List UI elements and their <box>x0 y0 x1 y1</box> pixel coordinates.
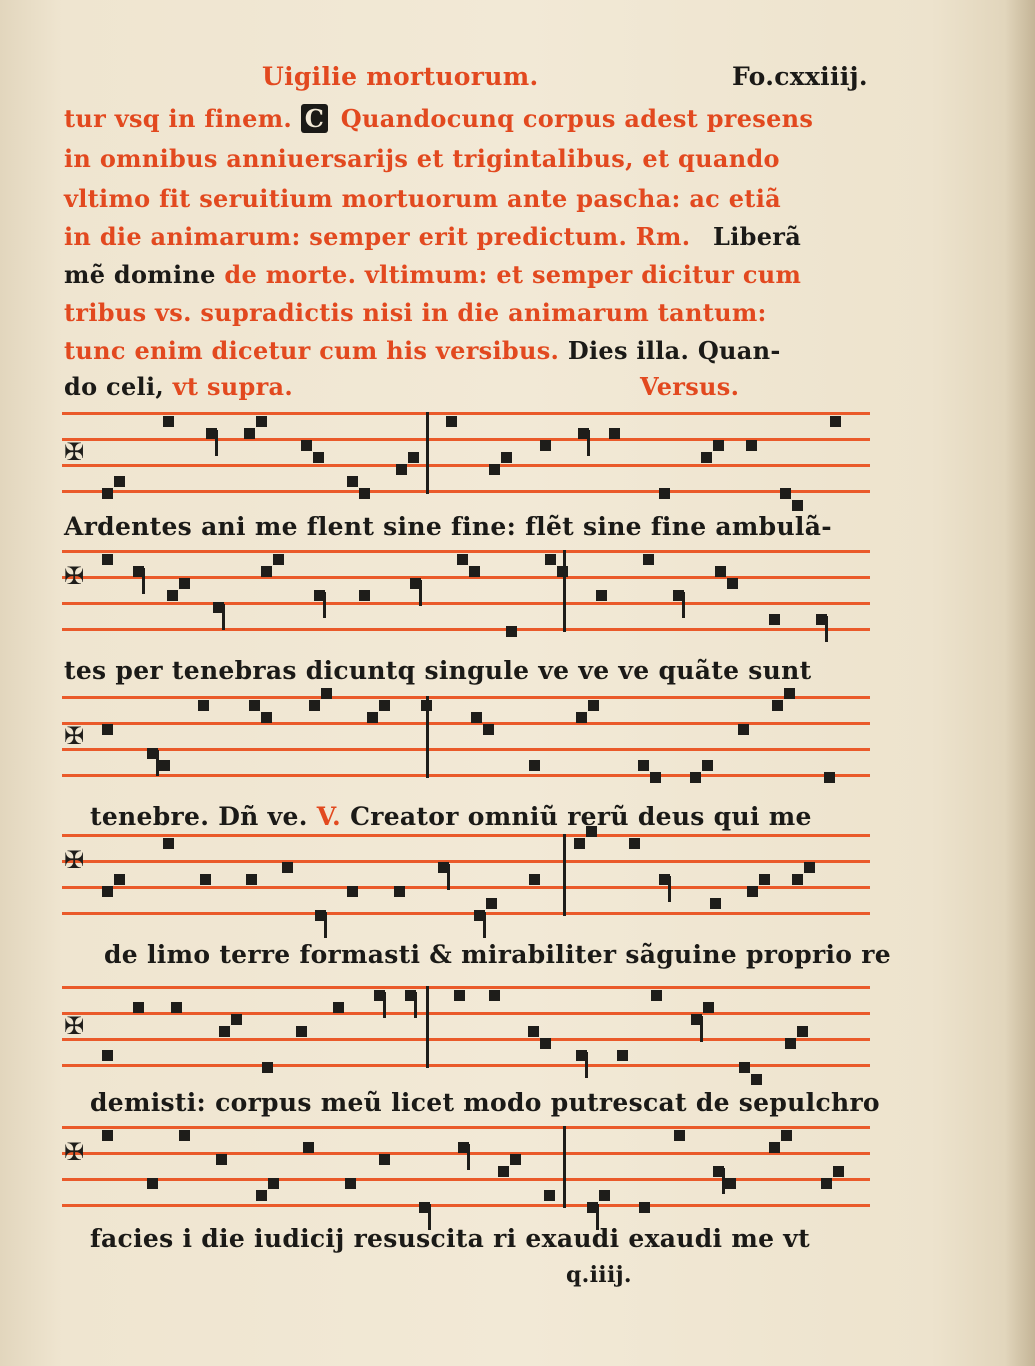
neume-note <box>198 700 209 711</box>
neume-note <box>102 886 113 897</box>
neume-note <box>529 874 540 885</box>
neume-note <box>347 886 358 897</box>
neume-note <box>309 700 320 711</box>
neume-note <box>171 1002 182 1013</box>
neume-note <box>394 886 405 897</box>
rubric-line-1-rest: Quandocunq corpus adest presens <box>340 104 814 133</box>
neume-note <box>102 488 113 499</box>
neume-note <box>739 1062 750 1073</box>
note-stem <box>383 992 386 1018</box>
bar-line <box>563 834 566 916</box>
neume-note <box>792 500 803 511</box>
neume-note <box>268 1178 279 1189</box>
staff-line <box>62 748 870 751</box>
staff-line <box>62 1178 870 1181</box>
neume-note <box>333 1002 344 1013</box>
neume-note <box>710 898 721 909</box>
neume-note <box>833 1166 844 1177</box>
neume-note <box>701 452 712 463</box>
neume-note <box>747 886 758 897</box>
note-stem <box>419 580 422 606</box>
neume-note <box>159 760 170 771</box>
staff-line <box>62 1012 870 1015</box>
rubric-line-4 <box>64 222 801 251</box>
folio-number: Fo.cxxiiij. <box>732 62 868 91</box>
neume-note <box>769 614 780 625</box>
neume-note <box>483 724 494 735</box>
neume-note <box>544 1190 555 1201</box>
staff-line <box>62 912 870 915</box>
neume-note <box>256 416 267 427</box>
neume-note <box>454 990 465 1001</box>
neume-note <box>379 1154 390 1165</box>
neume-note <box>179 578 190 589</box>
staff-line <box>62 490 870 493</box>
neume-note <box>650 772 661 783</box>
neume-note <box>200 874 211 885</box>
staff-line <box>62 1126 870 1129</box>
note-stem <box>142 568 145 594</box>
bar-line <box>426 696 429 778</box>
neume-note <box>379 700 390 711</box>
rubric-line-3: vltimo fit seruitium mortuorum ante pascha: ac etiã <box>64 184 781 213</box>
running-title: Uigilie mortuorum. <box>262 62 539 91</box>
neume-note <box>345 1178 356 1189</box>
neume-note <box>830 416 841 427</box>
staff-line <box>62 464 870 467</box>
neume-note <box>262 1062 273 1073</box>
bar-line <box>563 1126 566 1208</box>
neume-note <box>690 772 701 783</box>
rubric-line-7-red: tunc enim dicetur cum his versibus. <box>64 336 560 365</box>
note-stem <box>682 592 685 618</box>
rubric-line-8 <box>64 372 293 401</box>
staff-line <box>62 986 870 989</box>
lyric-line-4: de limo terre formasti & mirabiliter sãguine proprio re <box>104 940 891 969</box>
neume-note <box>359 590 370 601</box>
note-stem <box>700 1016 703 1042</box>
decorated-initial: C <box>301 104 328 133</box>
neume-note <box>599 1190 610 1201</box>
neume-note <box>489 990 500 1001</box>
rubric-line-7-black: Dies illa. Quan- <box>567 336 781 365</box>
lyric-line-3-verse-mark: V. <box>316 802 342 831</box>
neume-note <box>785 1038 796 1049</box>
neume-note <box>727 578 738 589</box>
neume-note <box>617 1050 628 1061</box>
neume-note <box>163 416 174 427</box>
note-stem <box>222 604 225 630</box>
neume-note <box>167 590 178 601</box>
staff-line <box>62 696 870 699</box>
neume-note <box>792 874 803 885</box>
neume-note <box>114 476 125 487</box>
staff-line <box>62 628 870 631</box>
music-staff-4 <box>62 830 870 926</box>
neume-note <box>540 440 551 451</box>
versus-label: Versus. <box>640 372 740 401</box>
neume-note <box>821 1178 832 1189</box>
neume-note <box>746 440 757 451</box>
neume-note <box>408 452 419 463</box>
neume-note <box>486 898 497 909</box>
note-stem <box>447 864 450 890</box>
neume-note <box>703 1002 714 1013</box>
clef-icon: ✠ <box>64 1138 85 1166</box>
rubric-line-1 <box>64 104 813 133</box>
neume-note <box>769 1142 780 1153</box>
neume-note <box>738 724 749 735</box>
lyric-line-6: facies i die iudicij resuscita ri exaudi exaudi me vt <box>90 1224 810 1253</box>
neume-note <box>347 476 358 487</box>
neume-note <box>824 772 835 783</box>
neume-note <box>396 464 407 475</box>
note-stem <box>825 616 828 642</box>
neume-note <box>321 688 332 699</box>
rubric-line-5-black: mẽ domine <box>64 260 216 289</box>
lyric-line-2: tes per tenebras dicuntq singule ve ve ve quãte sunt <box>64 656 812 685</box>
neume-note <box>576 712 587 723</box>
clef-icon: ✠ <box>64 846 85 874</box>
neume-note <box>804 862 815 873</box>
neume-note <box>639 1202 650 1213</box>
music-staff-3 <box>62 692 870 788</box>
clef-icon: ✠ <box>64 438 85 466</box>
rubric-line-5-red: de morte. vltimum: et semper dicitur cum <box>224 260 802 289</box>
neume-note <box>301 440 312 451</box>
neume-note <box>261 566 272 577</box>
neume-note <box>296 1026 307 1037</box>
neume-note <box>489 464 500 475</box>
neume-note <box>282 862 293 873</box>
neume-note <box>256 1190 267 1201</box>
staff-line <box>62 860 870 863</box>
rubric-line-2: in omnibus anniuersarijs et trigintalibus, et quando <box>64 144 780 173</box>
neume-note <box>540 1038 551 1049</box>
neume-note <box>133 1002 144 1013</box>
neume-note <box>638 760 649 771</box>
neume-note <box>249 700 260 711</box>
lyric-line-3 <box>90 802 812 831</box>
clef-icon: ✠ <box>64 722 85 750</box>
neume-note <box>498 1166 509 1177</box>
neume-note <box>713 440 724 451</box>
neume-note <box>501 452 512 463</box>
neume-note <box>246 874 257 885</box>
neume-note <box>715 566 726 577</box>
neume-note <box>219 1026 230 1037</box>
rubric-line-1-red: tur vsq in finem. <box>64 104 293 133</box>
bar-line <box>426 412 429 494</box>
neume-note <box>529 760 540 771</box>
neume-note <box>588 700 599 711</box>
neume-note <box>510 1154 521 1165</box>
neume-note <box>102 724 113 735</box>
staff-line <box>62 834 870 837</box>
rubric-line-4-red: in die animarum: semper erit predictum. Rm. <box>64 222 691 251</box>
note-stem <box>587 430 590 456</box>
neume-note <box>359 488 370 499</box>
neume-note <box>469 566 480 577</box>
neume-note <box>659 488 670 499</box>
neume-note <box>759 874 770 885</box>
lyric-line-3-rest: Creator omniũ rerũ deus qui me <box>350 802 812 831</box>
bar-line <box>563 550 566 632</box>
neume-note <box>231 1014 242 1025</box>
neume-note <box>772 700 783 711</box>
neume-note <box>751 1074 762 1085</box>
staff-line <box>62 774 870 777</box>
lyric-line-3-text: tenebre. Dñ ve. <box>90 802 317 831</box>
neume-note <box>216 1154 227 1165</box>
rubric-line-7 <box>64 336 781 365</box>
bar-line <box>426 986 429 1068</box>
neume-note <box>446 416 457 427</box>
clef-icon: ✠ <box>64 1012 85 1040</box>
note-stem <box>483 912 486 938</box>
neume-note <box>163 838 174 849</box>
music-staff-2 <box>62 546 870 642</box>
neume-note <box>781 1130 792 1141</box>
neume-note <box>797 1026 808 1037</box>
rubric-line-8-red: vt supra. <box>172 372 294 401</box>
note-stem <box>324 912 327 938</box>
neume-note <box>528 1026 539 1037</box>
neume-note <box>784 688 795 699</box>
rubric-line-8-black: do celi, <box>64 372 165 401</box>
rubric-line-5 <box>64 260 801 289</box>
neume-note <box>261 712 272 723</box>
neume-note <box>643 554 654 565</box>
neume-note <box>674 1130 685 1141</box>
neume-note <box>273 554 284 565</box>
neume-note <box>609 428 620 439</box>
note-stem <box>414 992 417 1018</box>
neume-note <box>102 1050 113 1061</box>
music-staff-6 <box>62 1122 870 1218</box>
neume-note <box>457 554 468 565</box>
neume-note <box>114 874 125 885</box>
neume-note <box>102 1130 113 1141</box>
neume-note <box>506 626 517 637</box>
music-staff-1 <box>62 408 870 504</box>
clef-icon: ✠ <box>64 562 85 590</box>
note-stem <box>467 1144 470 1170</box>
music-staff-5 <box>62 982 870 1078</box>
rubric-line-4-black: Liberã <box>713 222 802 251</box>
neume-note <box>471 712 482 723</box>
note-stem <box>323 592 326 618</box>
note-stem <box>668 876 671 902</box>
neume-note <box>596 590 607 601</box>
neume-note <box>313 452 324 463</box>
neume-note <box>147 1178 158 1189</box>
neume-note <box>179 1130 190 1141</box>
neume-note <box>780 488 791 499</box>
rubric-line-6: tribus vs. supradictis nisi in die animarum tantum: <box>64 298 767 327</box>
lyric-line-1: Ardentes ani me flent sine fine: flẽt sine fine ambulã- <box>64 512 832 541</box>
neume-note <box>702 760 713 771</box>
page-gutter-shadow <box>1005 0 1035 1366</box>
staff-line <box>62 602 870 605</box>
neume-note <box>725 1178 736 1189</box>
neume-note <box>545 554 556 565</box>
staff-line <box>62 1038 870 1041</box>
neume-note <box>102 554 113 565</box>
note-stem <box>215 430 218 456</box>
neume-note <box>574 838 585 849</box>
neume-note <box>629 838 640 849</box>
staff-line <box>62 412 870 415</box>
neume-note <box>303 1142 314 1153</box>
neume-note <box>367 712 378 723</box>
lyric-line-5: demisti: corpus meũ licet modo putrescat de sepulchro <box>90 1088 880 1117</box>
staff-line <box>62 550 870 553</box>
neume-note <box>651 990 662 1001</box>
note-stem <box>585 1052 588 1078</box>
staff-line <box>62 1204 870 1207</box>
catchword: q.iiij. <box>566 1262 632 1288</box>
neume-note <box>244 428 255 439</box>
